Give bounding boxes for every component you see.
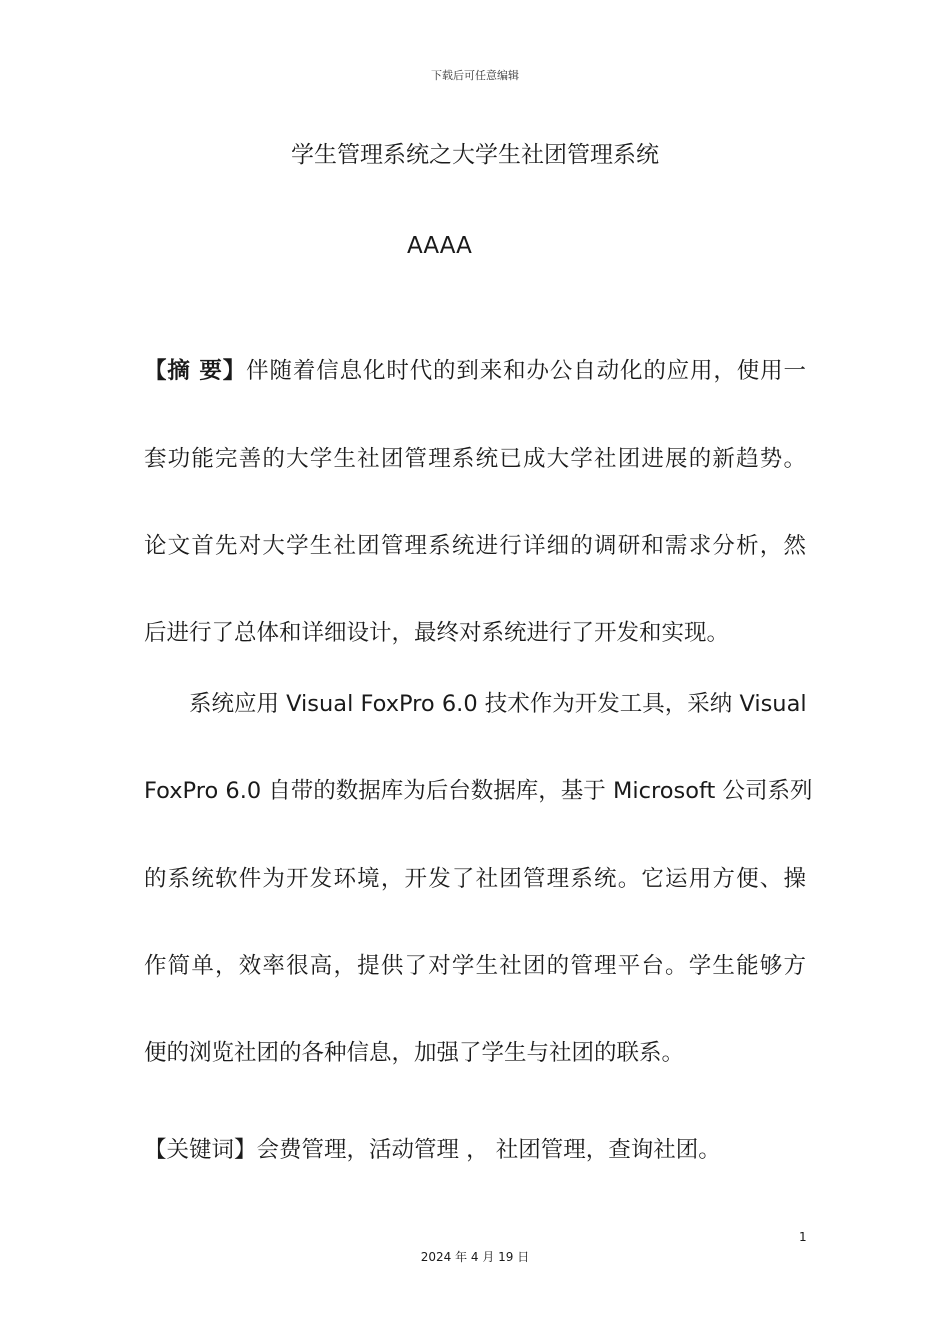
body-line-1: 系统应用 Visual FoxPro 6.0 技术作为开发工具，采纳 Visual bbox=[189, 691, 807, 717]
abstract-line-3: 论文首先对大学生社团管理系统进行详细的调研和需求分析，然 bbox=[144, 533, 806, 559]
abstract-text: 伴随着信息化时代的到来和办公自动化的应用，使用一 bbox=[246, 358, 806, 384]
document-title: 学生管理系统之大学生社团管理系统 bbox=[291, 142, 659, 168]
abstract-line-1 bbox=[144, 356, 806, 386]
body-line-2: FoxPro 6.0 自带的数据库为后台数据库，基于 Microsoft 公司系列 bbox=[144, 778, 813, 804]
page-number: 1 bbox=[799, 1230, 807, 1244]
header-note: 下载后可任意编辑 bbox=[431, 69, 519, 82]
body-line-3: 的系统软件为开发环境，开发了社团管理系统。它运用方便、操 bbox=[144, 866, 806, 892]
footer-date: 2024 年 4 月 19 日 bbox=[420, 1250, 530, 1264]
abstract-line-4: 后进行了总体和详细设计，最终对系统进行了开发和实现。 bbox=[144, 620, 730, 646]
keywords-line: 【关键词】会费管理，活动管理 ， 社团管理，查询社团。 bbox=[144, 1137, 721, 1163]
abstract-line-2: 套功能完善的大学生社团管理系统已成大学社团进展的新趋势。 bbox=[144, 446, 806, 472]
author-name: AAAA bbox=[407, 233, 472, 259]
body-line-5: 便的浏览社团的各种信息，加强了学生与社团的联系。 bbox=[144, 1040, 685, 1066]
abstract-label: 【摘 要】 bbox=[144, 358, 247, 384]
body-line-4: 作简单，效率很高，提供了对学生社团的管理平台。学生能够方 bbox=[144, 953, 806, 979]
